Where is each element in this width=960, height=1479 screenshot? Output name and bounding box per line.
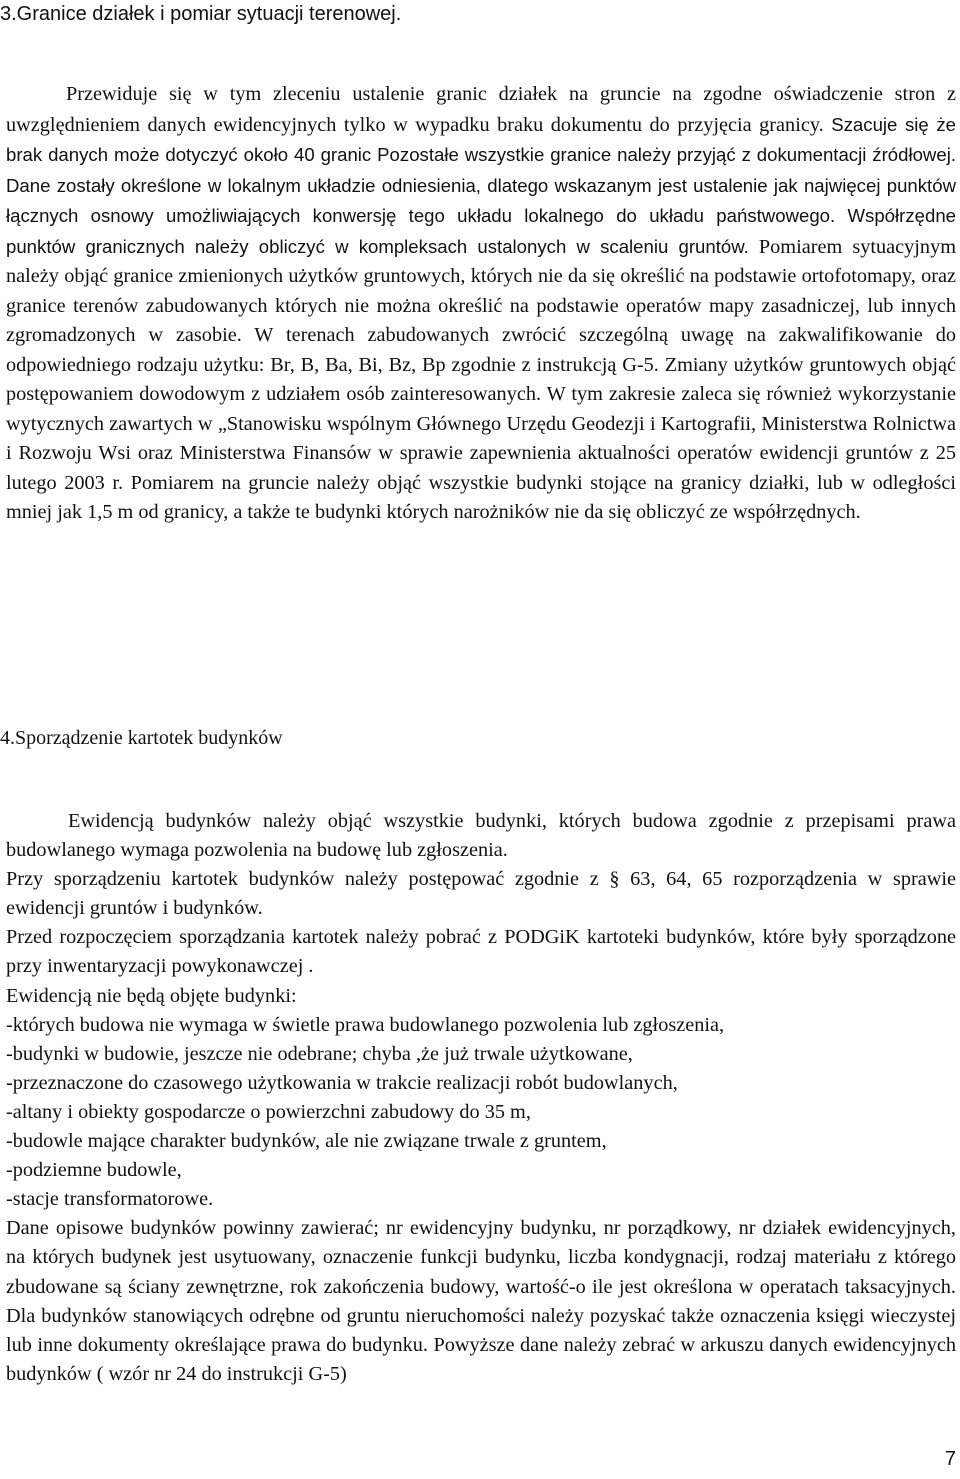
section-4-heading: 4.Sporządzenie kartotek budynków	[0, 727, 283, 749]
section-4-body	[6, 807, 956, 1389]
section-3-paragraph-4: Pomiarem sytuacyjnym należy objąć granice zmienionych użytków gruntowych, których nie da się określić na podstawie ortofotomapy, oraz granice terenów zabudowanych których nie można określić na podstawie operatów mapy zasadniczej, lub innych zgromadzonych w zasobie. W terenach zabudowanych zwrócić szczególną uwagę na zakwalifikowanie do odpowiedniego rodzaju użytku: Br, B, Ba, Bi, Bz, Bp zgodnie z instrukcją G-5. Zmiany użytków gruntowych objąć postępowaniem dowodowym z udziałem osób zainteresowanych. W tym zakresie zaleca się również wykorzystanie wytycznych zawartych w „Stanowisku wspólnym Głównego Urzędu Geodezji i Kartografii, Ministerstwa Rolnictwa i Rozwoju Wsi oraz Ministerstwa Finansów w sprawie zapewnienia aktualności operatów ewidencji gruntów z 25 lutego 2003 r. Pomiarem na gruncie należy objąć wszystkie budynki stojące na granicy działki, lub w odległości mniej jak 1,5 m od granicy, a także te budynki których narożników nie da się obliczyć ze współrzędnych.	[6, 235, 956, 523]
section-3-paragraph-1: Przewiduje się w tym zleceniu ustalenie granic działek na gruncie na zgodne oświadczenie stron z uwzględnieniem danych ewidencyjnych tylko w wypadku braku dokumentu do przyjęcia granicy.	[6, 83, 956, 136]
section-4-paragraph-3: Przed rozpoczęciem sporządzania kartotek należy pobrać z PODGiK kartoteki budynków, które były sporządzone przy inwentaryzacji powykonawczej .	[6, 926, 956, 978]
exclusion-list-item: -których budowa nie wymaga w świetle prawa budowlanego pozwolenia lub zgłoszenia,	[6, 1013, 725, 1036]
section-3-body	[6, 80, 956, 528]
exclusion-list-item: -altany i obiekty gospodarcze o powierzchni zabudowy do 35 m,	[6, 1100, 531, 1123]
section-3-heading: 3.Granice działek i pomiar sytuacji terenowej.	[0, 3, 402, 25]
exclusion-list-intro: Ewidencją nie będą objęte budynki:	[6, 984, 297, 1007]
exclusion-list-item: -budynki w budowie, jeszcze nie odebrane; chyba ,że już trwale użytkowane,	[6, 1042, 633, 1065]
section-3-paragraph-3: Dane zostały określone w lokalnym układzie odniesienia, dlatego wskazanym jest ustalenie jak najwięcej punktów łącznych osnowy umożliwiających konwersję tego układu lokalnego do układu państwowego. Współrzędne punktów granicznych należy obliczyć w kompleksach ustalonych w scaleniu gruntów.	[6, 174, 956, 257]
page-number: 7	[944, 1448, 956, 1470]
exclusion-list-item: -podziemne budowle,	[6, 1159, 182, 1182]
exclusion-list-item: -przeznaczone do czasowego użytkowania w trakcie realizacji robót budowlanych,	[6, 1071, 678, 1094]
exclusion-list-item: -budowle mające charakter budynków, ale nie związane trwale z gruntem,	[6, 1130, 607, 1153]
section-4-paragraph-1: Ewidencją budynków należy objąć wszystkie budynki, których budowa zgodnie z przepisami prawa budowlanego wymaga pozwolenia na budowę lub zgłoszenia.	[6, 810, 956, 862]
section-4-paragraph-4: Dane opisowe budynków powinny zawierać; nr ewidencyjny budynku, nr porządkowy, nr działek ewidencyjnych, na których budynek jest usytuowany, oznaczenie funkcji budynku, liczba kondygnacji, rodzaj materiału z którego zbudowane są ściany zewnętrzne, rok zakończenia budowy, wartość-o ile jest określona w operatach taksacyjnych. Dla budynków stanowiących odrębne od gruntu nieruchomości należy pozyskać także oznaczenia księgi wieczystej lub inne dokumenty określające prawa do budynku. Powyższe dane należy zebrać w arkuszu danych ewidencyjnych budynków ( wzór nr 24 do instrukcji G-5)	[6, 1217, 956, 1385]
exclusion-list-item: -stacje transformatorowe.	[6, 1188, 214, 1211]
section-4-paragraph-2: Przy sporządzeniu kartotek budynków należy postępować zgodnie z § 63, 64, 65 rozporządzenia w sprawie ewidencji gruntów i budynków.	[6, 868, 956, 920]
section-3-paragraph-2: Szacuje się że brak danych może dotyczyć około 40 granic Pozostałe wszystkie granice należy przyjąć z dokumentacji źródłowej.	[6, 113, 956, 165]
